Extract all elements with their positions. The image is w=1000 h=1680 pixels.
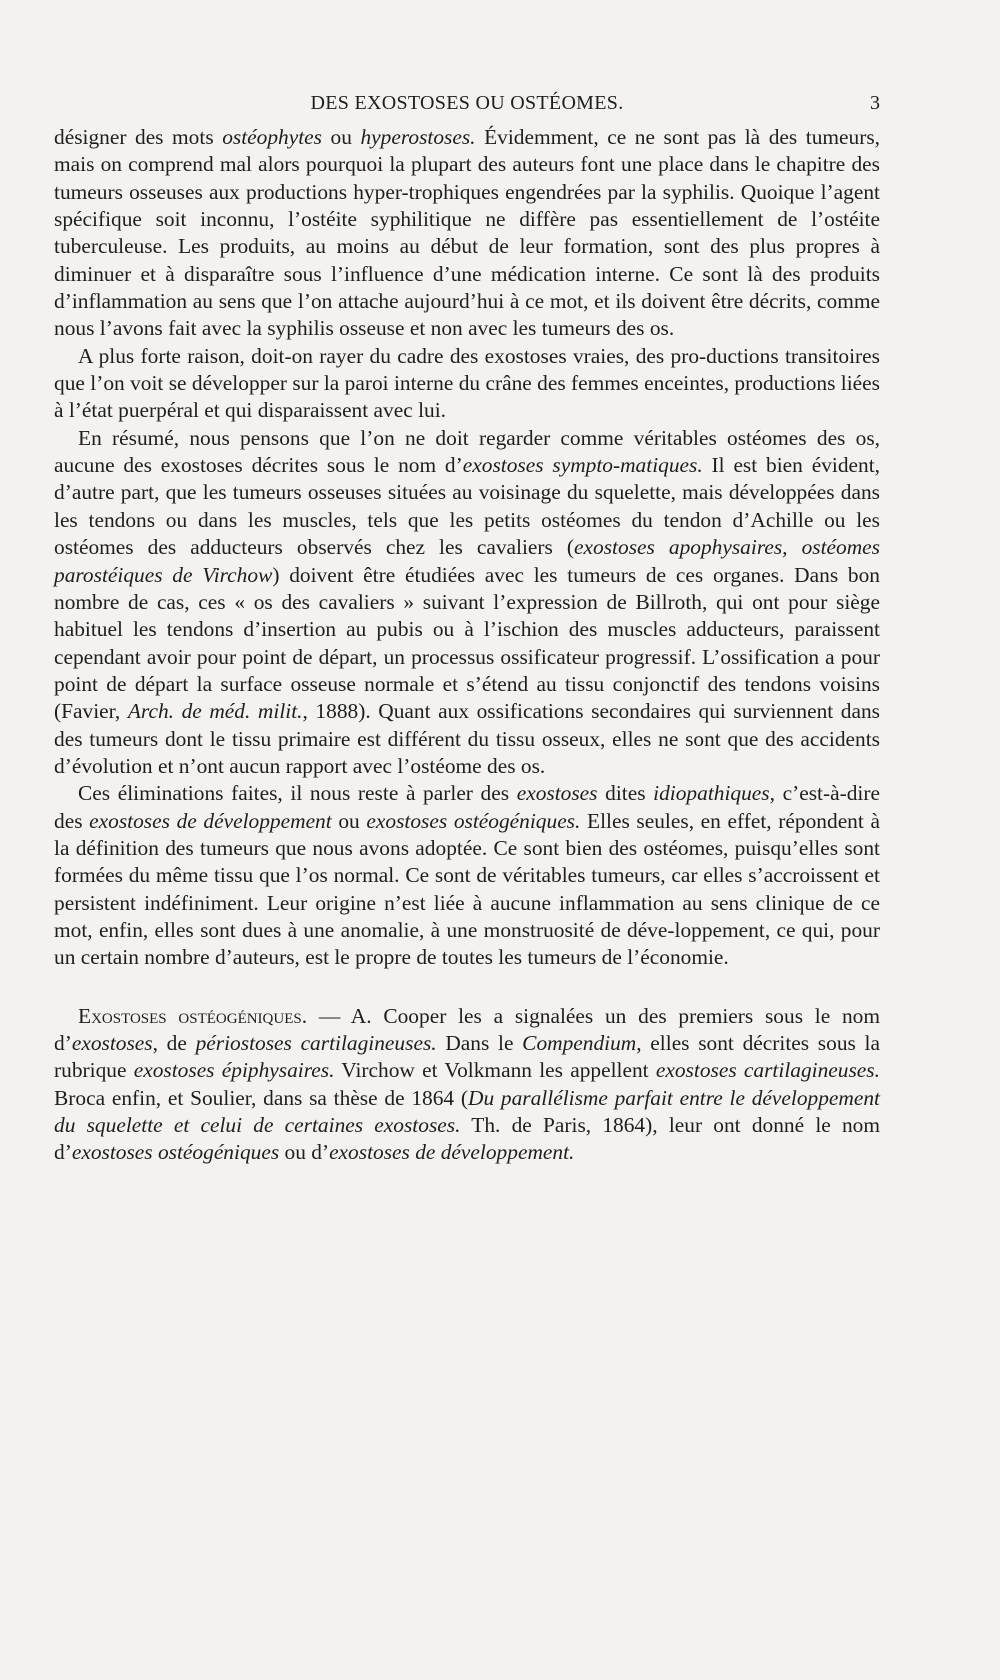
italic-text: hyperostoses. [360, 125, 476, 149]
text-run: Th. de Paris, 1864), leur ont donné le nom d’ [54, 1113, 880, 1165]
italic-text: exostoses cartilagineuses. [655, 1058, 880, 1083]
text-run: dites [597, 781, 654, 806]
text-run: ou d’ [279, 1140, 330, 1165]
text-run: ou [322, 125, 361, 149]
italic-text: ostéophytes [222, 125, 322, 149]
text-run: Évidemment, ce ne sont pas là des tumeurs, mais on comprend mal alors pourquoi la plupart des auteurs font une place dans le chapitre des tumeurs osseuses aux productions hyper-trophiques engendrées par la syphilis. Quoique l’agent spécifique soit inconnu, l’ostéite syphilitique ne diffère pas essentiellement de l’ostéite tuberculeuse. Les produits, au moins au début de leur formation, sont des plus propres à diminuer et à disparaître sous l’influence d’une médication interne. Ce sont là des produits d’inflammation au sens que l’on attache aujourd’hui à ce mot, et ils doivent être décrits, comme nous l’avons fait avec la syphilis osseuse et non avec les tumeurs des os. [54, 125, 881, 341]
italic-text: idiopathiques [653, 781, 770, 806]
italic-text: exostoses épiphysaires. [133, 1058, 335, 1083]
italic-text: Du parallélisme parfait entre le développement du squelette et celui de certaines exostoses. [54, 1085, 880, 1138]
running-title: DES EXOSTOSES OU OSTÉOMES. [310, 92, 624, 114]
text-run: , de [152, 1031, 196, 1055]
italic-text: exostoses de développement [89, 808, 332, 833]
section-heading: Exostoses ostéogéniques. [78, 1003, 308, 1028]
italic-text: périostoses cartilagineuses. [195, 1031, 437, 1055]
running-head [54, 92, 880, 116]
italic-text: exostoses [71, 1031, 153, 1055]
text-run: désigner des mots [54, 125, 223, 149]
text-run: , 1888). Quant aux ossifications secondaires qui surviennent dans des tumeurs dont le tissu primaire est différent du tissu osseux, elles ne sont que des accidents d’évolution et n’ont aucun rapport avec l’ostéome des os. [54, 699, 881, 778]
italic-text: exostoses de développement. [329, 1140, 575, 1165]
page-number: 3 [870, 92, 880, 114]
text-run: ) doivent être étudiées avec les tumeurs de ces organes. Dans bon nombre de cas, ces « os des cavaliers » suivant l’expression de Billroth, qui ont pour siège habituel les tendons d’insertion au pubis ou à l’ischion des muscles adducteurs, paraissent cependant avoir pour point de départ, un processus ossificateur progressif. L’ossification a pour point de départ la surface osseuse normale et s’étend au tissu conjonctif des tendons voisins (Favier, [54, 562, 880, 724]
text-run: ou [331, 808, 367, 833]
italic-text: Arch. de méd. milit. [127, 699, 303, 724]
paragraph [54, 425, 880, 780]
text-run: Broca enfin, et Soulier, dans sa thèse de 1864 ( [54, 1085, 468, 1110]
text-run: Elles seules, en effet, répondent à la définition des tumeurs que nous avons adoptée. Ce sont bien des ostéomes, puisqu’elles sont formées du même tissu que l’os normal. Ce sont de véritables tumeurs, car elles s’accroissent et persistent indéfiniment. Leur origine n’est liée à aucune inflammation au sens clinique de ce mot, enfin, elles sont dues à une anomalie, à une monstruosité de déve-loppement, ce qui, pour un certain nombre d’auteurs, est le propre de toutes les tumeurs de l’économie. [54, 808, 880, 970]
text-run: , elles sont décrites sous la rubrique [54, 1031, 880, 1083]
italic-text: exostoses ostéogéniques. [366, 808, 581, 833]
text-run: Ces éliminations faites, il nous reste à parler des [78, 781, 517, 806]
text-run: Dans le [436, 1031, 523, 1055]
section-paragraph [54, 1003, 880, 1167]
text-run: A plus forte raison, doit-on rayer du cadre des exostoses vraies, des pro-ductions transitoires que l’on voit se développer sur la paroi interne du crâne des femmes enceintes, productions liées à l’état puerpéral et qui disparaissent avec lui. [54, 343, 880, 423]
text-run: En résumé, nous pensons que l’on ne doit regarder comme véritables ostéomes des os, aucune des exostoses décrites sous le nom d’ [54, 425, 880, 478]
text-run: — A. Cooper les a signalées un des premiers sous le nom d’ [54, 1003, 880, 1055]
italic-text: exostoses ostéogéniques [71, 1140, 280, 1165]
text-run: Il est bien évident, d’autre part, que les tumeurs osseuses situées au voisinage du squelette, mais développées dans les tendons ou dans les muscles, tels que les petits ostéomes du tendon d’Achille ou les ostéomes des adducteurs observés chez les cavaliers ( [54, 453, 881, 560]
italic-text: exostoses apophysaires, ostéomes parostéiques de Virchow [54, 535, 880, 587]
text-run: Virchow et Volkmann les appellent [334, 1058, 656, 1083]
italic-text: exostoses sympto-matiques. [462, 453, 703, 478]
paragraph [54, 780, 880, 971]
text-run: , c’est-à-dire des [54, 781, 880, 833]
italic-text: Compendium [522, 1031, 637, 1055]
italic-text: exostoses [516, 781, 598, 806]
paragraph [54, 343, 880, 425]
paragraph [54, 124, 880, 343]
body-text [54, 124, 880, 1167]
